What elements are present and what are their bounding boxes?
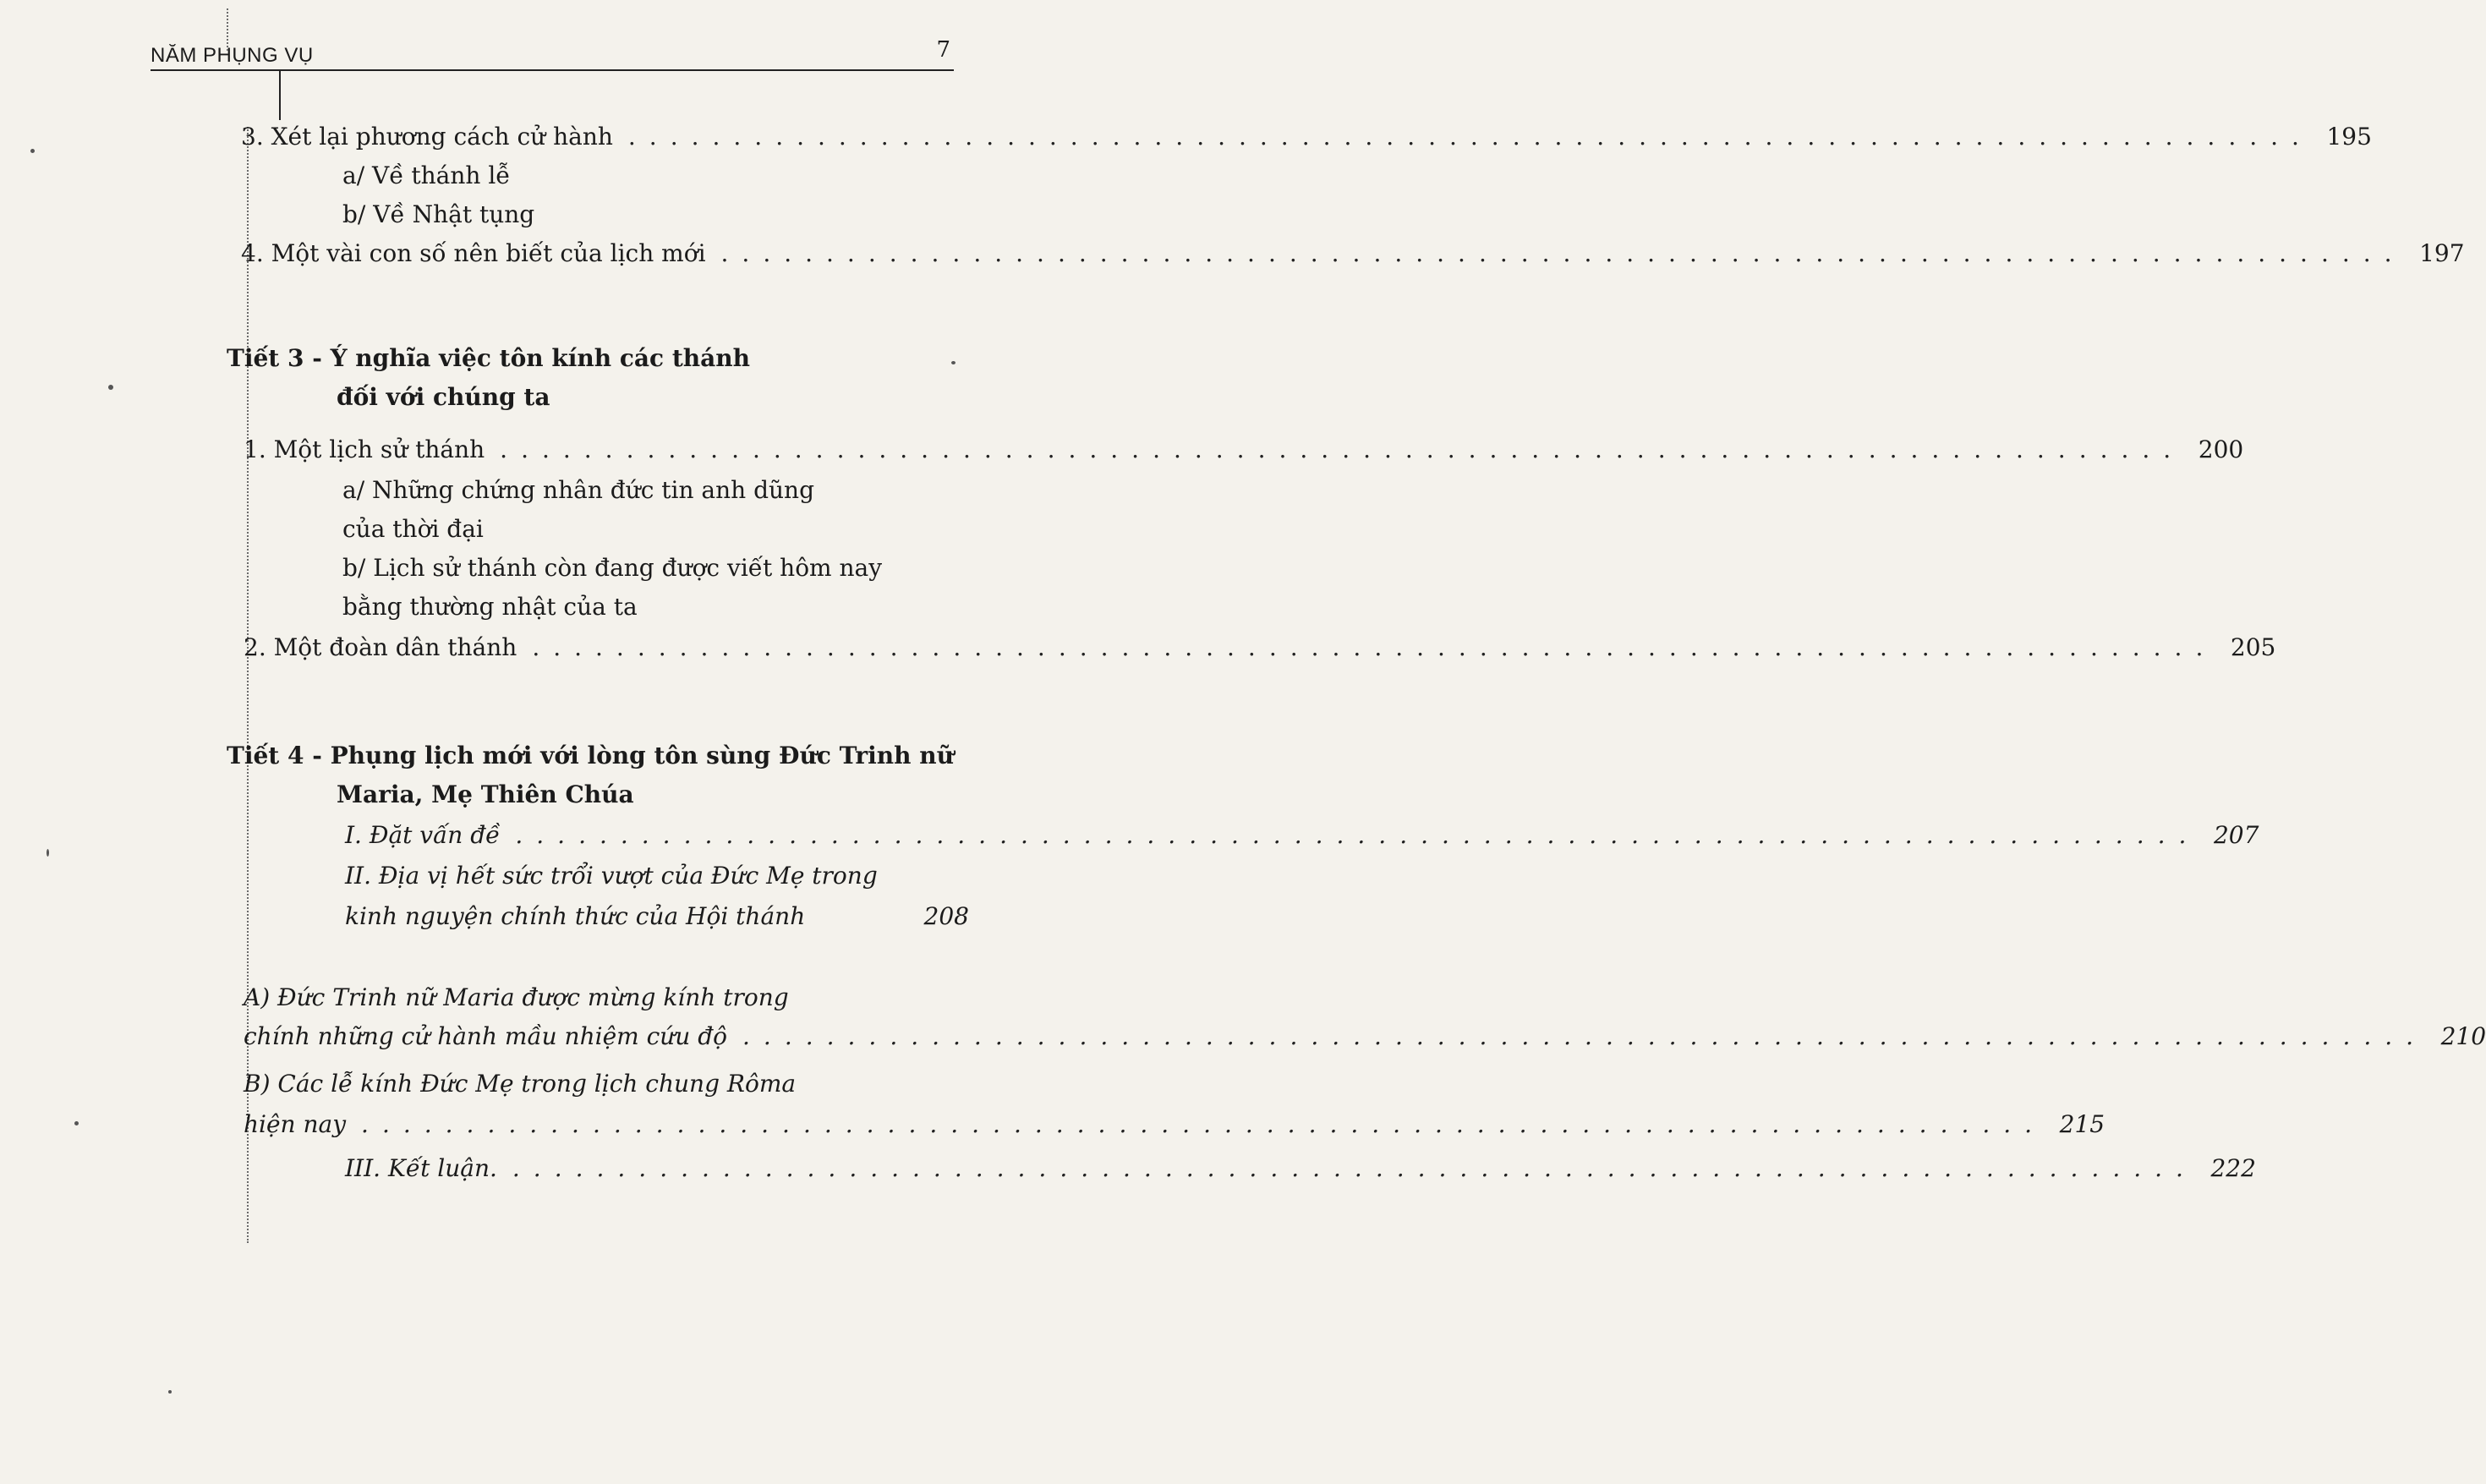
toc-entry-page: 207 bbox=[2213, 821, 2259, 849]
toc-entry-text: a/ Về thánh lễ bbox=[342, 162, 511, 189]
toc-entry-page: 208 bbox=[923, 902, 969, 930]
scan-speck bbox=[47, 849, 49, 857]
toc-entry-page: 215 bbox=[2059, 1110, 2105, 1138]
toc-entry-page: 222 bbox=[2210, 1154, 2256, 1182]
dot-leader: ................................................................................ bbox=[361, 1110, 2046, 1138]
toc-subentry bbox=[342, 590, 638, 624]
toc-entry-page: 197 bbox=[2419, 239, 2465, 267]
toc-entry bbox=[244, 631, 2276, 665]
toc-entry-text: III. Kết luận. bbox=[345, 1154, 497, 1182]
toc-subentry bbox=[244, 1108, 2105, 1142]
toc-subentry bbox=[342, 474, 814, 507]
toc-entry-text: hiện nay bbox=[244, 1110, 347, 1138]
toc-entry-page: 205 bbox=[2230, 633, 2276, 661]
toc-subentry bbox=[342, 512, 484, 546]
scan-speck bbox=[168, 1390, 172, 1394]
header-rule-mark bbox=[279, 71, 281, 120]
scan-speck bbox=[951, 361, 956, 364]
toc-entry-text: chính những cử hành mầu nhiệm cứu độ bbox=[244, 1022, 728, 1050]
toc-entry-text: 2. Một đoàn dân thánh bbox=[244, 633, 517, 661]
header-page-number: 7 bbox=[936, 37, 950, 63]
toc-subentry bbox=[342, 198, 534, 232]
dot-leader: ................................................................................ bbox=[720, 239, 2406, 267]
toc-entry-text: bằng thường nhật của ta bbox=[342, 593, 638, 621]
toc-subentry bbox=[244, 1067, 796, 1101]
toc-entry-text: 1. Một lịch sử thánh bbox=[244, 435, 485, 463]
toc-subentry bbox=[244, 1020, 2486, 1054]
toc-subentry bbox=[342, 159, 511, 193]
section-heading bbox=[227, 739, 954, 773]
scan-speck bbox=[108, 385, 113, 390]
toc-subentry bbox=[345, 819, 2259, 852]
toc-entry-text: Maria, Mẹ Thiên Chúa bbox=[337, 780, 634, 808]
toc-subentry bbox=[345, 859, 878, 893]
scan-speck bbox=[74, 1121, 79, 1125]
dot-leader: ................................................................................ bbox=[742, 1022, 2428, 1050]
toc-entry-text: 3. Xét lại phương cách cử hành bbox=[241, 123, 613, 151]
toc-entry-text: I. Đặt vấn đề bbox=[345, 821, 501, 849]
toc-entry-text: Tiết 3 - Ý nghĩa việc tôn kính các thánh bbox=[227, 344, 750, 372]
toc-entry-text: của thời đại bbox=[342, 515, 484, 543]
dot-leader: ................................................................................ bbox=[515, 821, 2200, 849]
toc-subentry bbox=[342, 551, 882, 585]
toc-entry bbox=[244, 433, 2244, 467]
toc-subentry bbox=[345, 1152, 2256, 1186]
toc-entry-page: 210 bbox=[2440, 1022, 2486, 1050]
section-heading-cont bbox=[337, 778, 634, 812]
toc-entry bbox=[241, 120, 2372, 154]
toc-entry-text: kinh nguyện chính thức của Hội thánh bbox=[345, 902, 806, 930]
toc-entry-text: B) Các lễ kính Đức Mẹ trong lịch chung Rôma bbox=[244, 1070, 797, 1098]
dot-leader: ................................................................................ bbox=[500, 435, 2185, 463]
running-header bbox=[151, 37, 954, 71]
toc-entry-text: b/ Về Nhật tụng bbox=[342, 200, 535, 228]
toc-entry-text: đối với chúng ta bbox=[337, 383, 550, 411]
scan-speck bbox=[30, 149, 35, 153]
toc-entry-page: 195 bbox=[2326, 123, 2372, 151]
toc-entry-text: a/ Những chứng nhân đức tin anh dũng bbox=[342, 476, 815, 504]
dot-leader: ................................................................................ bbox=[627, 123, 2313, 151]
toc-entry-text: 4. Một vài con số nên biết của lịch mới bbox=[241, 239, 706, 267]
dot-leader: ................................................................................ bbox=[512, 1154, 2197, 1182]
margin-guide-line bbox=[227, 8, 228, 51]
header-title: NĂM PHỤNG VỤ bbox=[151, 44, 314, 67]
section-heading bbox=[227, 342, 750, 375]
toc-subentry bbox=[345, 900, 969, 934]
section-heading-cont bbox=[337, 381, 550, 414]
toc-subentry bbox=[244, 981, 789, 1015]
toc-entry-text: Tiết 4 - Phụng lịch mới với lòng tôn sùng Đức Trinh nữ bbox=[227, 742, 954, 769]
dot-leader: ................................................................................ bbox=[532, 633, 2217, 661]
toc-entry-page: 200 bbox=[2198, 435, 2244, 463]
toc-entry bbox=[241, 237, 2465, 271]
toc-entry-text: II. Địa vị hết sức trổi vượt của Đức Mẹ trong bbox=[345, 862, 878, 890]
toc-entry-text: A) Đức Trinh nữ Maria được mừng kính trong bbox=[244, 983, 789, 1011]
toc-entry-text: b/ Lịch sử thánh còn đang được viết hôm nay bbox=[342, 554, 883, 582]
